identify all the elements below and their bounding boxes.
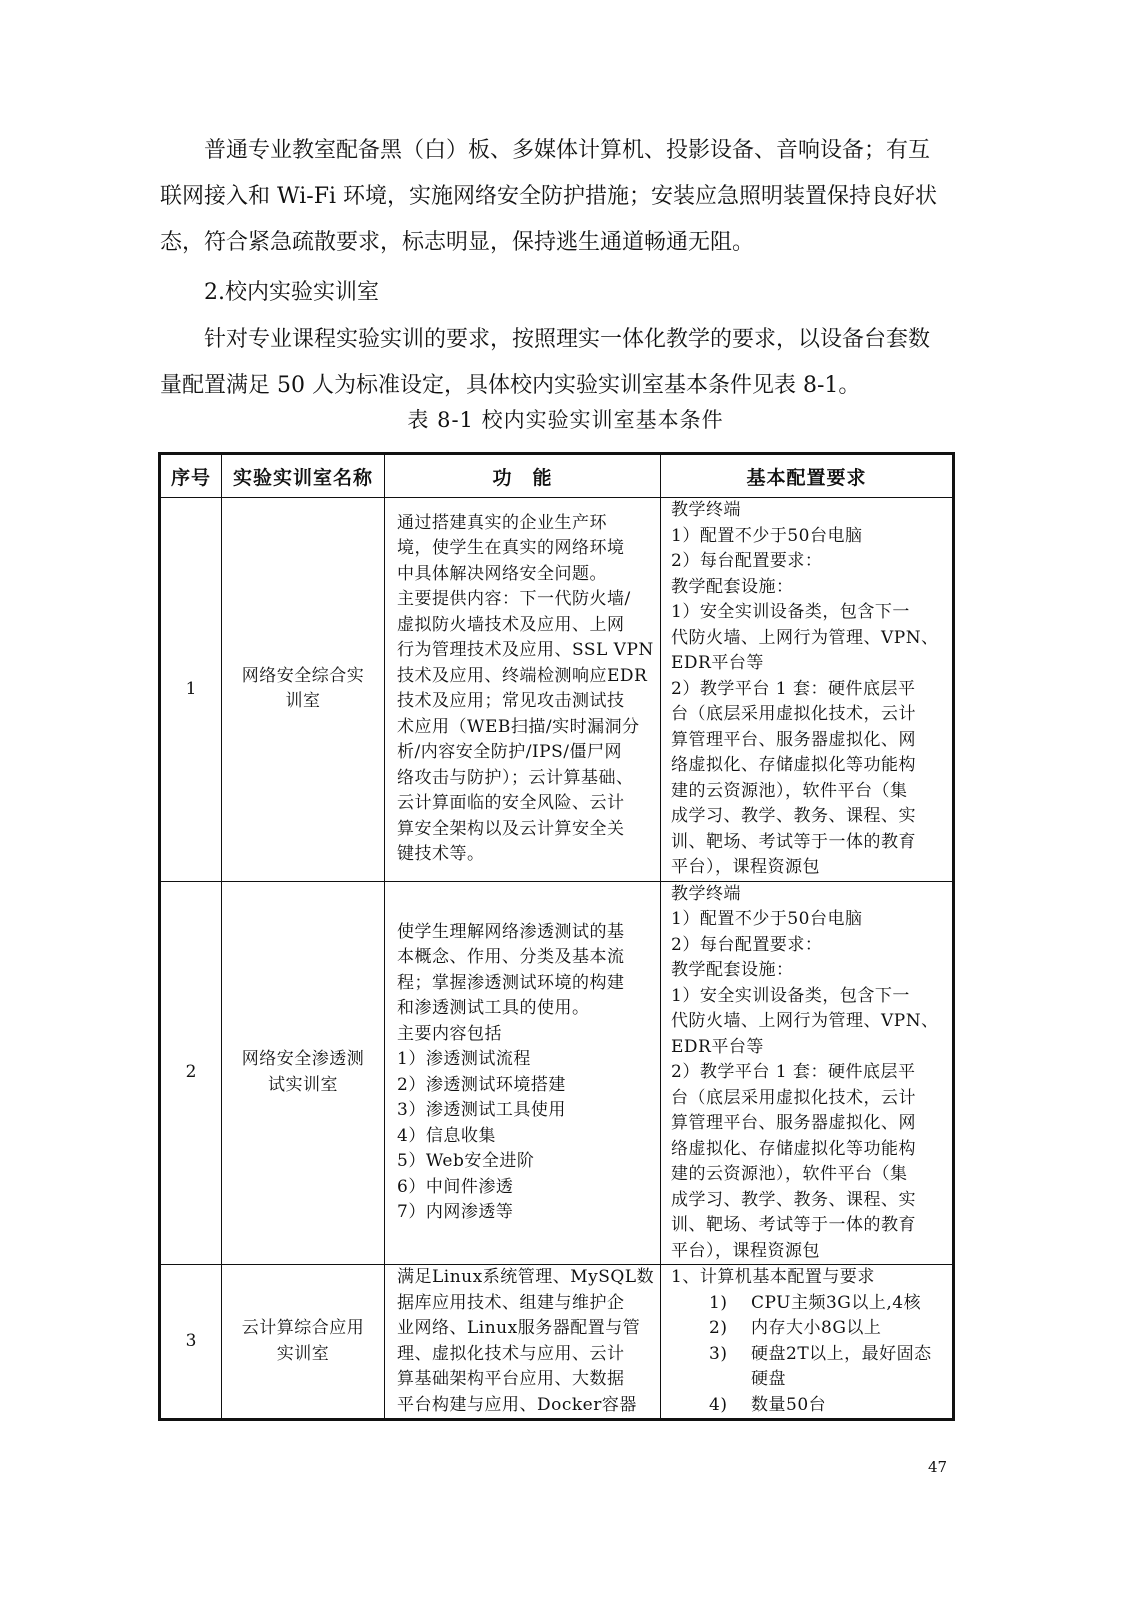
cell-line: 1）安全实训设备类，包含下一 — [671, 985, 910, 1006]
cell-line: 主要内容包括 — [397, 1023, 502, 1044]
cell-line: 教学配套设施： — [671, 960, 794, 980]
cell-line: 试实训室 — [268, 1074, 338, 1095]
cell-line: 据库应用技术、组建与维护企 — [397, 1292, 625, 1313]
cell-line: 2）每台配置要求： — [671, 551, 823, 571]
cell-line: 5）Web安全进阶 — [397, 1151, 535, 1172]
cell-line: 技术及应用；常见攻击测试技 — [397, 691, 625, 712]
config-item-continuation — [671, 1367, 948, 1393]
cell-line: 2）教学平台 1 套：硬件底层平 — [671, 1062, 916, 1082]
cell-line: 1）安全实训设备类，包含下一 — [671, 602, 910, 622]
table-header-row — [160, 454, 954, 498]
cell-line: 业网络、Linux服务器配置与管 — [397, 1318, 641, 1338]
cell-function — [385, 1265, 661, 1420]
config-item-number: 3) — [709, 1343, 728, 1364]
cell-line: 使学生理解网络渗透测试的基 — [397, 921, 625, 942]
page-number: 47 — [928, 1458, 948, 1476]
cell-line: EDR平台等 — [671, 1036, 764, 1057]
cell-function — [385, 498, 661, 882]
table-row — [160, 498, 954, 882]
config-item-number: 4) — [709, 1394, 728, 1415]
cell-line: 1）渗透测试流程 — [397, 1049, 531, 1070]
cell-line: 成学习、教学、教务、课程、实 — [671, 806, 916, 826]
paragraph-lab-intro — [160, 317, 960, 409]
cell-lab-name — [222, 498, 385, 882]
cell-line: 行为管理技术及应用、SSL VPN — [397, 640, 654, 661]
cell-line: 建的云资源池），软件平台（集 — [671, 1164, 908, 1184]
header-config: 基本配置要求 — [661, 454, 954, 498]
cell-line: 算基础架构平台应用、大数据 — [397, 1369, 625, 1389]
cell-line: 云计算综合应用 — [241, 1318, 365, 1338]
cell-line: 训、靶场、考试等于一体的教育 — [671, 831, 916, 852]
cell-line: 算管理平台、服务器虚拟化、网 — [671, 729, 916, 750]
cell-config — [661, 498, 954, 882]
cell-line: 台（底层采用虚拟化技术，云计 — [671, 704, 916, 724]
cell-line: 教学终端 — [671, 883, 741, 904]
lab-conditions-table — [158, 452, 955, 1421]
cell-line: 3）渗透测试工具使用 — [397, 1100, 566, 1121]
table-caption: 表 8-1 校内实验实训室基本条件 — [407, 408, 724, 432]
paragraph-line: 态，符合紧急疏散要求，标志明显，保持逃生通道畅通无阻。 — [160, 230, 755, 255]
cell-line: 6）中间件渗透 — [397, 1176, 514, 1197]
cell-lab-name — [222, 881, 385, 1265]
cell-line: 成学习、教学、教务、课程、实 — [671, 1189, 916, 1210]
cell-line: 实训室 — [276, 1343, 330, 1364]
cell-function — [385, 881, 661, 1265]
cell-lab-name — [222, 1265, 385, 1420]
cell-line: 境，使学生在真实的网络环境 — [397, 538, 625, 559]
paragraph-line: 普通专业教室配备黑（白）板、多媒体计算机、投影设备、音响设备；有互 — [204, 138, 931, 163]
config-item-number: 1) — [709, 1292, 728, 1313]
cell-line: 通过搭建真实的企业生产环 — [397, 512, 607, 533]
cell-seq: 2 — [160, 881, 222, 1265]
cell-line: 中具体解决网络安全问题。 — [397, 563, 607, 584]
cell-line: 1）配置不少于50台电脑 — [671, 525, 863, 546]
cell-line: 算管理平台、服务器虚拟化、网 — [671, 1113, 916, 1133]
paragraph-line: 联网接入和 Wi-Fi 环境，实施网络安全防护措施；安装应急照明装置保持良好状 — [160, 184, 937, 209]
table-row — [160, 881, 954, 1265]
cell-line: 理、虚拟化技术与应用、云计 — [397, 1343, 625, 1364]
cell-line: 2）每台配置要求： — [671, 934, 823, 955]
cell-line: 台（底层采用虚拟化技术，云计 — [671, 1087, 916, 1108]
config-item-number: 2) — [709, 1318, 728, 1338]
cell-line: 技术及应用、终端检测响应EDR — [397, 665, 648, 686]
cell-line: 析/内容安全防护/IPS/僵尸网 — [397, 742, 622, 763]
cell-seq: 1 — [160, 498, 222, 882]
cell-line: 虚拟防火墙技术及应用、上网 — [397, 614, 625, 635]
cell-line: 训室 — [285, 691, 321, 712]
cell-line: 键技术等。 — [397, 844, 485, 865]
cell-line: 教学终端 — [671, 500, 741, 520]
cell-line: 1）配置不少于50台电脑 — [671, 909, 863, 929]
cell-line: 平台构建与应用、Docker容器 — [397, 1394, 637, 1415]
cell-line: 算安全架构以及云计算安全关 — [397, 818, 625, 839]
cell-line: 教学配套设施： — [671, 576, 794, 597]
config-item-text: 数量50台 — [751, 1394, 827, 1415]
cell-line: 训、靶场、考试等于一体的教育 — [671, 1215, 916, 1235]
cell-config — [661, 1265, 954, 1420]
paragraph-line: 量配置满足 50 人为标准设定，具体校内实验实训室基本条件见表 8-1。 — [160, 373, 861, 398]
cell-line: 和渗透测试工具的使用。 — [397, 998, 590, 1019]
cell-line: 代防火墙、上网行为管理、VPN、 — [671, 627, 939, 648]
cell-config — [661, 881, 954, 1265]
cell-line: 2）教学平台 1 套：硬件底层平 — [671, 678, 916, 699]
paragraph-line: 针对专业课程实验实训的要求，按照理实一体化教学的要求，以设备台套数 — [204, 327, 931, 352]
cell-line: 云计算面临的安全风险、云计 — [397, 793, 625, 814]
cell-line: 满足Linux系统管理、MySQL数 — [397, 1267, 655, 1287]
cell-line: 建的云资源池），软件平台（集 — [671, 780, 908, 801]
cell-line: 络虚拟化、存储虚拟化等功能构 — [671, 1138, 916, 1159]
cell-line: 2）渗透测试环境搭建 — [397, 1074, 566, 1095]
cell-line: 程；掌握渗透测试环境的构建 — [397, 972, 625, 993]
cell-line: 网络安全渗透测 — [241, 1049, 365, 1070]
cell-line: 主要提供内容：下一代防火墙/ — [397, 589, 631, 610]
cell-line: 术应用（WEB扫描/实时漏洞分 — [397, 716, 640, 737]
cell-line: 平台），课程资源包 — [671, 857, 820, 877]
cell-line: 代防火墙、上网行为管理、VPN、 — [671, 1011, 939, 1031]
table-row — [160, 1265, 954, 1420]
cell-line: 7）内网渗透等 — [397, 1202, 514, 1223]
cell-seq: 3 — [160, 1265, 222, 1420]
header-function: 功 能 — [385, 454, 661, 498]
header-seq: 序号 — [160, 454, 222, 498]
config-title: 1、计算机基本配置与要求 — [671, 1267, 875, 1287]
paragraph-classroom-equipment — [160, 128, 960, 266]
config-item — [671, 1342, 948, 1368]
section-heading: 2.校内实验实训室 — [204, 280, 379, 305]
cell-line: 络虚拟化、存储虚拟化等功能构 — [671, 755, 916, 775]
config-item-text: 硬盘 — [751, 1369, 786, 1389]
config-item — [671, 1393, 948, 1419]
cell-line: 平台），课程资源包 — [671, 1240, 820, 1261]
cell-line: 网络安全综合实 — [241, 665, 365, 686]
cell-line: 本概念、作用、分类及基本流 — [397, 947, 625, 968]
cell-line: 络攻击与防护）；云计算基础、 — [397, 767, 634, 788]
config-item-text: CPU主频3G以上,4核 — [751, 1292, 922, 1313]
config-item — [671, 1291, 948, 1317]
cell-line: EDR平台等 — [671, 653, 764, 673]
config-item-text: 硬盘2T以上，最好固态 — [751, 1343, 932, 1364]
config-item-text: 内存大小8G以上 — [751, 1318, 882, 1338]
config-item — [671, 1316, 948, 1342]
cell-line: 4）信息收集 — [397, 1125, 496, 1146]
header-lab-name: 实验实训室名称 — [222, 454, 385, 498]
